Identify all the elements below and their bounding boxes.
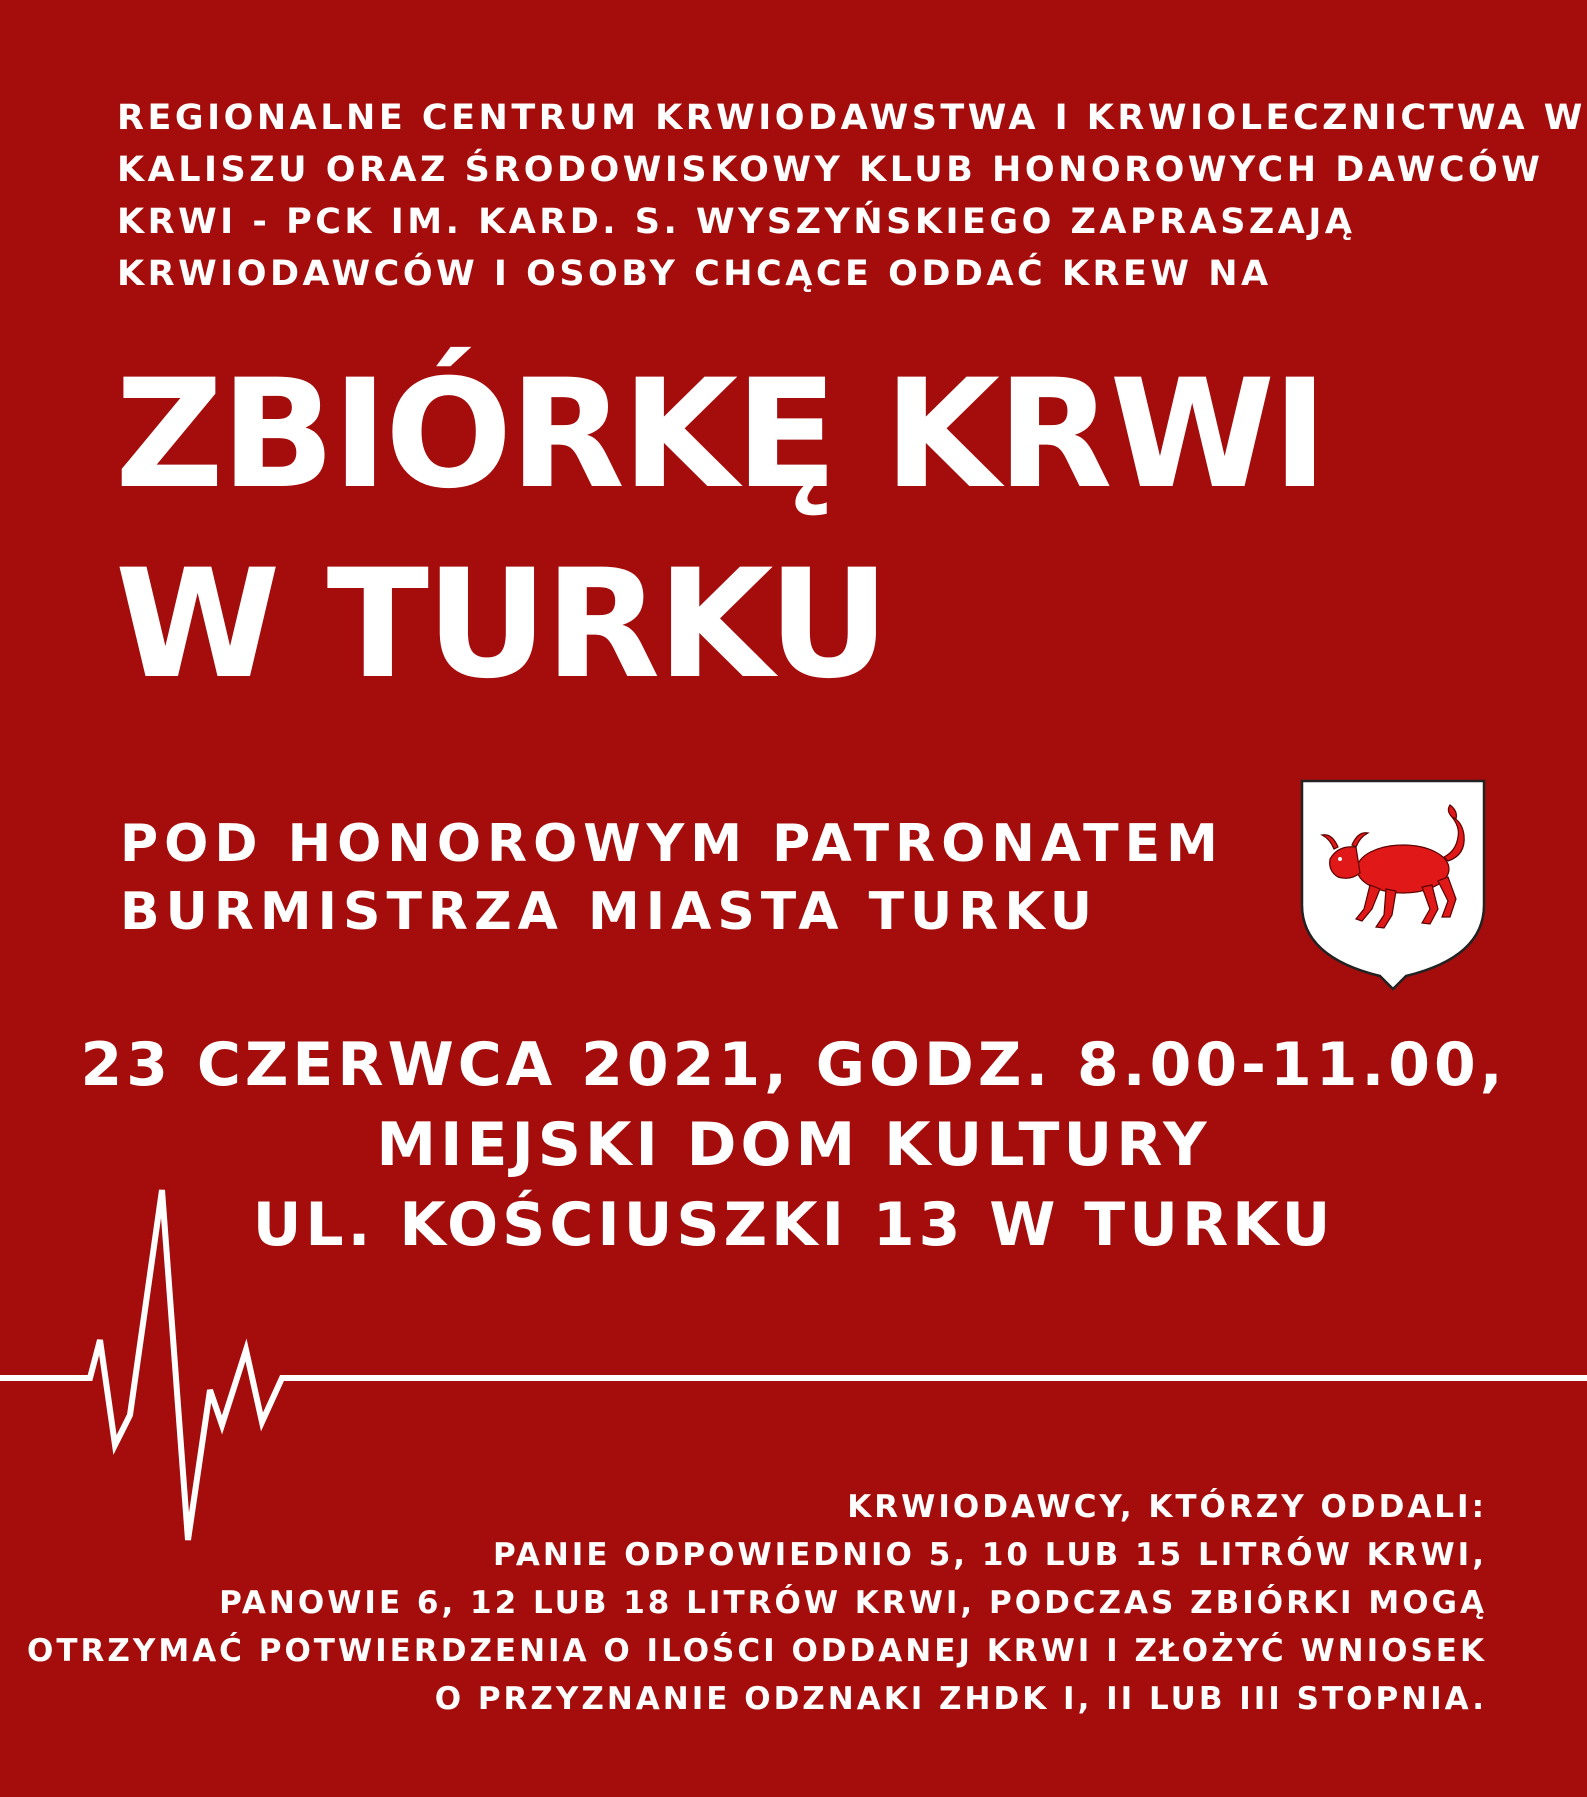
intro-line: KRWIODAWCÓW I OSOBY CHCĄCE ODDAĆ KREW NA bbox=[117, 254, 1272, 294]
organizers-intro bbox=[117, 92, 1586, 300]
donor-note bbox=[27, 1483, 1487, 1723]
event-date-line: 23 CZERWCA 2021, GODZ. 8.00-11.00, bbox=[80, 1030, 1507, 1100]
note-line: OTRZYMAĆ POTWIERDZENIA O ILOŚCI ODDANEJ KRWI I ZŁOŻYĆ WNIOSEK bbox=[27, 1633, 1487, 1669]
turek-coat-of-arms-bull-icon bbox=[1298, 777, 1488, 992]
headline bbox=[115, 340, 1515, 720]
patronage-line: BURMISTRZA MIASTA TURKU bbox=[120, 882, 1098, 942]
note-line: KRWIODAWCY, KTÓRZY ODDALI: bbox=[847, 1489, 1487, 1525]
headline-line: W TURKU bbox=[115, 538, 887, 712]
note-line: PANOWIE 6, 12 LUB 18 LITRÓW KRWI, PODCZAS ZBIÓRKI MOGĄ bbox=[219, 1585, 1487, 1621]
patronage-text bbox=[120, 810, 1224, 946]
intro-line: KALISZU ORAZ ŚRODOWISKOWY KLUB HONOROWYCH DAWCÓW bbox=[117, 150, 1544, 190]
event-address-line: UL. KOŚCIUSZKI 13 W TURKU bbox=[252, 1190, 1335, 1260]
headline-line: ZBIÓRKĘ KRWI bbox=[115, 348, 1325, 522]
intro-line: REGIONALNE CENTRUM KRWIODAWSTWA I KRWIOLECZNICTWA W bbox=[117, 98, 1586, 138]
intro-line: KRWI - PCK IM. KARD. S. WYSZYŃSKIEGO ZAPRASZAJĄ bbox=[117, 202, 1356, 242]
event-venue-line: MIEJSKI DOM KULTURY bbox=[376, 1110, 1211, 1180]
patronage-line: POD HONOROWYM PATRONATEM bbox=[120, 814, 1224, 874]
note-line: O PRZYZNANIE ODZNAKI ZHDK I, II LUB III STOPNIA. bbox=[434, 1681, 1487, 1717]
note-line: PANIE ODPOWIEDNIO 5, 10 LUB 15 LITRÓW KRWI, bbox=[492, 1537, 1487, 1573]
